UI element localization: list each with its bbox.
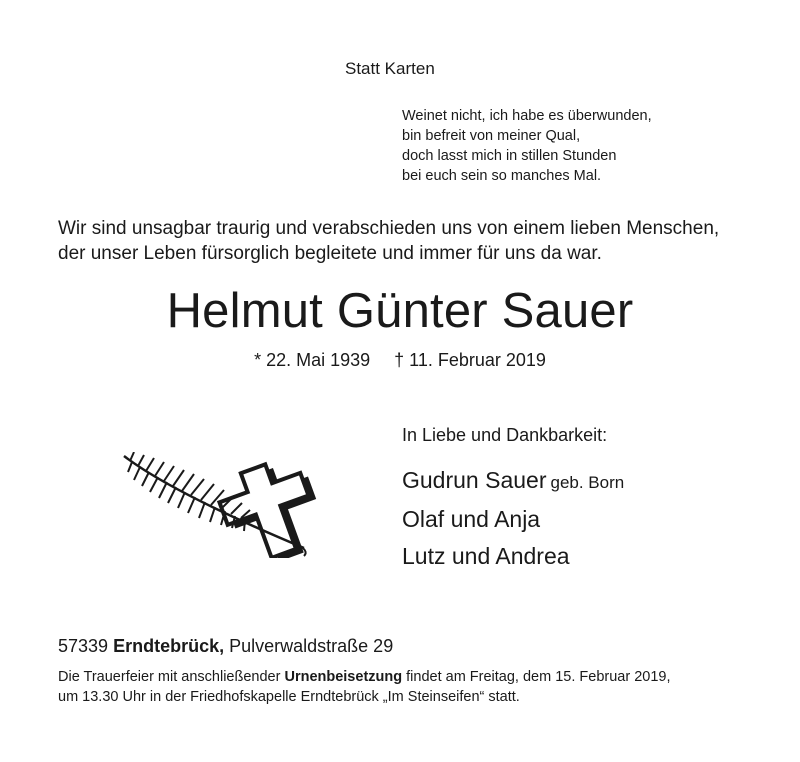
funeral-info-emphasis: Urnenbeisetzung	[284, 669, 403, 685]
postcode: 57339	[58, 636, 109, 656]
poem	[402, 106, 652, 186]
life-dates	[0, 350, 800, 371]
mourner-entry: Lutz und Andrea	[402, 543, 570, 569]
thanks-line: In Liebe und Dankbarkeit:	[402, 425, 608, 445]
street: Pulverwaldstraße 29	[229, 636, 394, 656]
notice-header: Statt Karten	[345, 59, 435, 78]
poem-line: doch lasst mich in stillen Stunden	[402, 148, 617, 164]
intro-text	[58, 216, 719, 266]
funeral-info-text: Die Trauerfeier mit anschließender	[58, 669, 281, 685]
funeral-info-text: findet am Freitag, dem 15. Februar 2019,	[406, 669, 671, 685]
address-line	[58, 636, 393, 657]
mourner-entry	[402, 462, 624, 501]
city: Erndtebrück,	[113, 636, 225, 656]
maiden-name: geb. Born	[550, 473, 625, 492]
intro-line: der unser Leben fürsorglich begleitete und immer für uns da war.	[58, 243, 602, 264]
birth-date: * 22. Mai 1939	[254, 350, 371, 370]
mourners-list	[402, 462, 624, 575]
mourner-name: Gudrun Sauer	[402, 467, 547, 493]
funeral-info-line: um 13.30 Uhr in der Friedhofskapelle Erndtebrück „Im Steinseifen“ statt.	[58, 689, 520, 705]
poem-line: bei euch sein so manches Mal.	[402, 168, 602, 184]
funeral-info-line	[58, 667, 671, 687]
poem-line: Weinet nicht, ich habe es überwunden,	[402, 108, 652, 124]
mourner-entry: Olaf und Anja	[402, 506, 541, 532]
cross-with-palm-frond-icon	[118, 452, 328, 558]
poem-line: bin befreit von meiner Qual,	[402, 128, 581, 144]
funeral-info	[58, 667, 671, 707]
deceased-name: Helmut Günter Sauer	[166, 284, 634, 338]
death-date: † 11. Februar 2019	[394, 350, 546, 370]
intro-line: Wir sind unsagbar traurig und verabschieden uns von einem lieben Menschen,	[58, 218, 720, 239]
